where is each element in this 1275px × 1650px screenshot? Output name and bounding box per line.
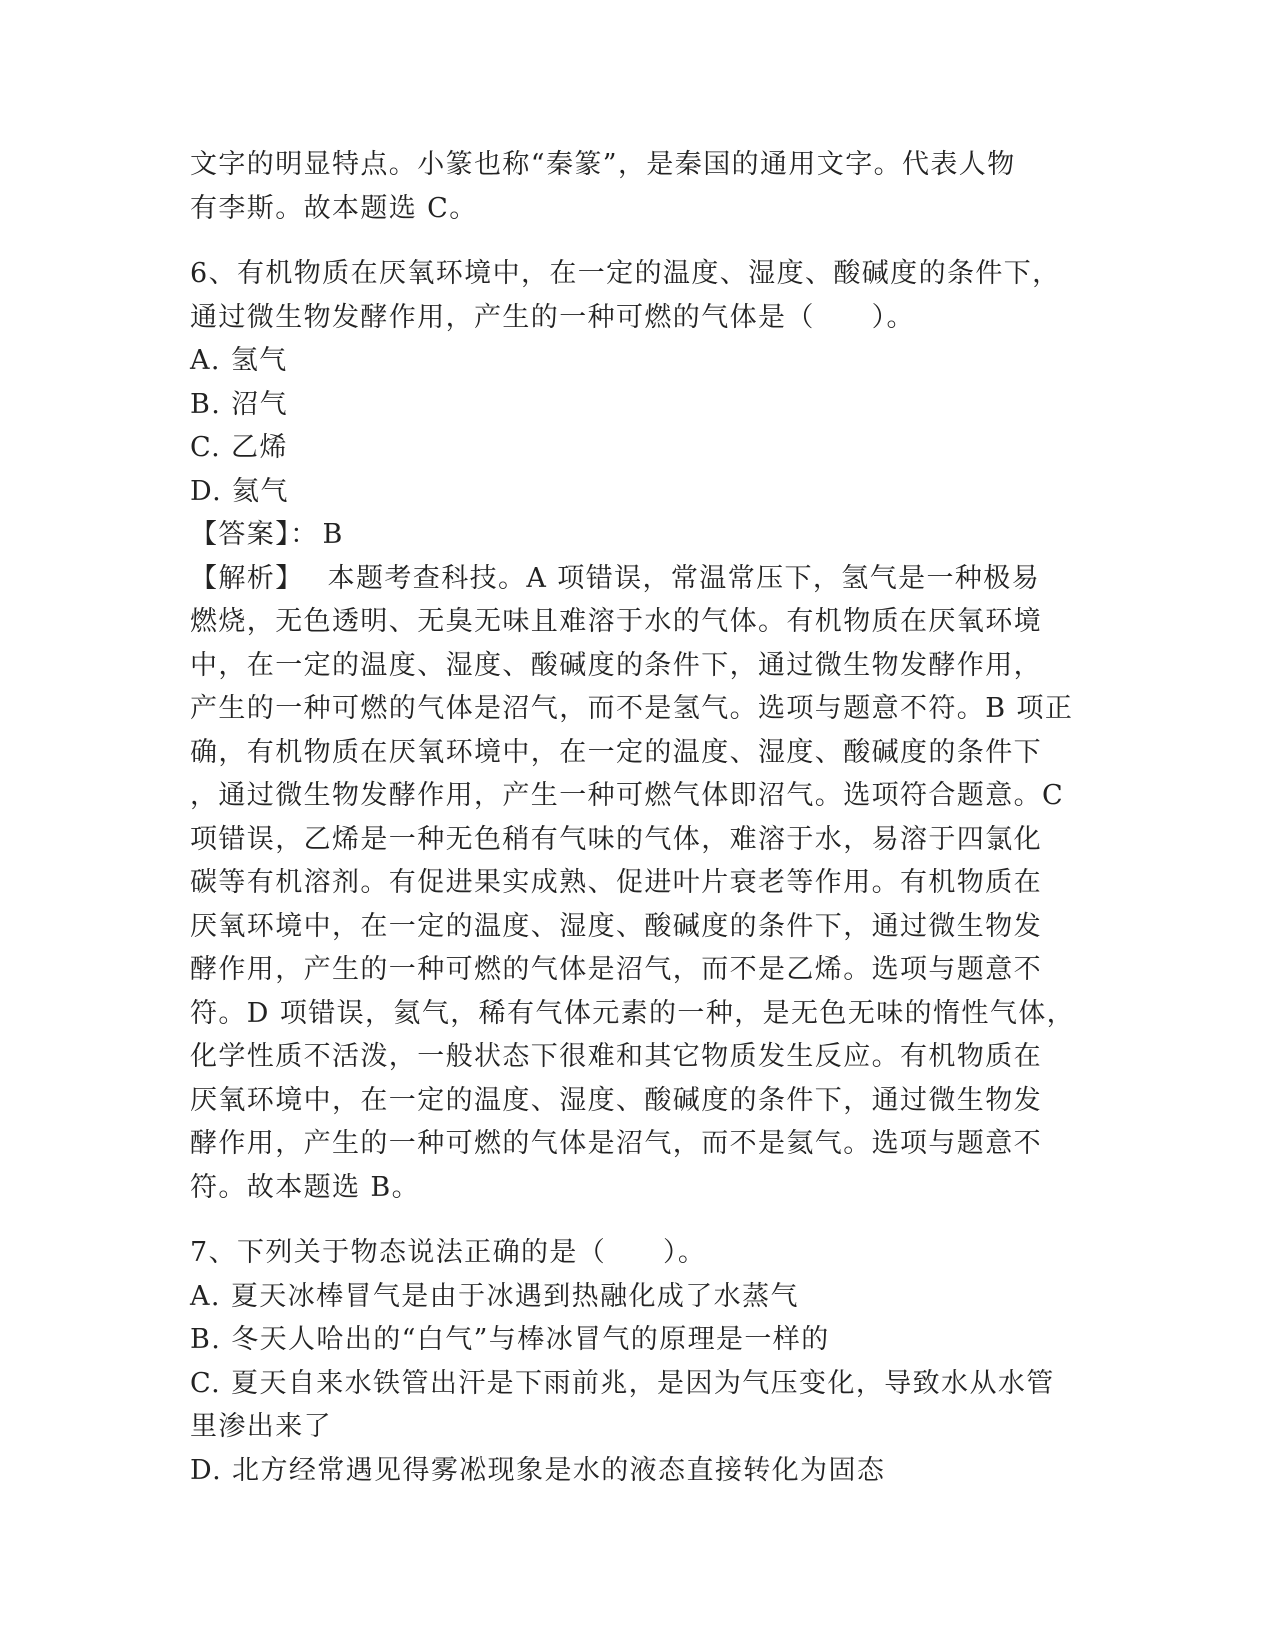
option-c: C. 乙烯 [190,432,288,463]
question-7 [190,1231,1080,1492]
option-a: A. 夏天冰棒冒气是由于冰遇到热融化成了水蒸气 [190,1280,799,1312]
paragraph-line: 文字的明显特点。小篆也称“秦篆”，是秦国的通用文字。代表人物 [190,149,1016,180]
analysis-line: 符。故本题选 B。 [190,1171,421,1203]
analysis-line: 确，有机物质在厌氧环境中，在一定的温度、湿度、酸碱度的条件下 [190,736,1042,768]
analysis-line: 化学性质不活泼，一般状态下很难和其它物质发生反应。有机物质在 [190,1041,1042,1072]
option-d: D. 氦气 [190,475,289,507]
option-c-continuation: 里渗出来了 [190,1411,332,1442]
analysis-line: 燃烧，无色透明、无臭无味且难溶于水的气体。有机物质在厌氧环境 [190,606,1042,637]
previous-analysis-continuation [190,143,1080,230]
answer-line [190,513,1080,557]
option-b: B. 沼气 [190,388,289,420]
question-stem-line: 通过微生物发酵作用，产生的一种可燃的气体是（ ）。 [190,301,915,333]
analysis-text: 本题考查科技。A 项错误，常温常压下，氢气是一种极易 [327,562,1041,594]
document-page [190,143,1080,1492]
analysis-line: 符。D 项错误，氦气，稀有气体元素的一种，是无色无味的惰性气体， [190,997,1076,1029]
paragraph-line: 有李斯。故本题选 C。 [190,192,478,224]
analysis-first-line [190,557,1080,601]
option-b: B. 冬天人哈出的“白气”与棒冰冒气的原理是一样的 [190,1324,830,1355]
analysis-line: ，通过微生物发酵作用，产生一种可燃气体即沼气。选项符合题意。C [190,780,1065,811]
analysis-label: 【解析】 [190,562,304,594]
option-a: A. 氢气 [190,345,288,376]
option-d: D. 北方经常遇见得雾凇现象是水的液态直接转化为固态 [190,1454,886,1486]
question-stem-line: 6、有机物质在厌氧环境中，在一定的温度、湿度、酸碱度的条件下， [190,258,1061,289]
section-gap [190,1209,1080,1231]
question-stem-line: 7、下列关于物态说法正确的是（ ）。 [190,1237,707,1268]
analysis-line: 厌氧环境中，在一定的温度、湿度、酸碱度的条件下，通过微生物发 [190,910,1042,942]
analysis-line: 酵作用，产生的一种可燃的气体是沼气，而不是氦气。选项与题意不 [190,1128,1042,1159]
option-c: C. 夏天自来水铁管出汗是下雨前兆，是因为气压变化，导致水从水管 [190,1367,1055,1399]
section-gap [190,230,1080,252]
analysis-line: 项错误，乙烯是一种无色稍有气味的气体，难溶于水，易溶于四氯化 [190,823,1042,855]
analysis-line: 酵作用，产生的一种可燃的气体是沼气，而不是乙烯。选项与题意不 [190,954,1042,985]
question-6 [190,252,1080,1209]
analysis-line: 碳等有机溶剂。有促进果实成熟、促进叶片衰老等作用。有机物质在 [190,867,1042,898]
analysis-line: 厌氧环境中，在一定的温度、湿度、酸碱度的条件下，通过微生物发 [190,1084,1042,1116]
answer-value: B [322,519,344,550]
answer-label: 【答案】： [190,519,319,550]
analysis-line: 产生的一种可燃的气体是沼气，而不是氢气。选项与题意不符。B 项正 [190,693,1074,724]
analysis-line: 中，在一定的温度、湿度、酸碱度的条件下，通过微生物发酵作用， [190,649,1042,681]
